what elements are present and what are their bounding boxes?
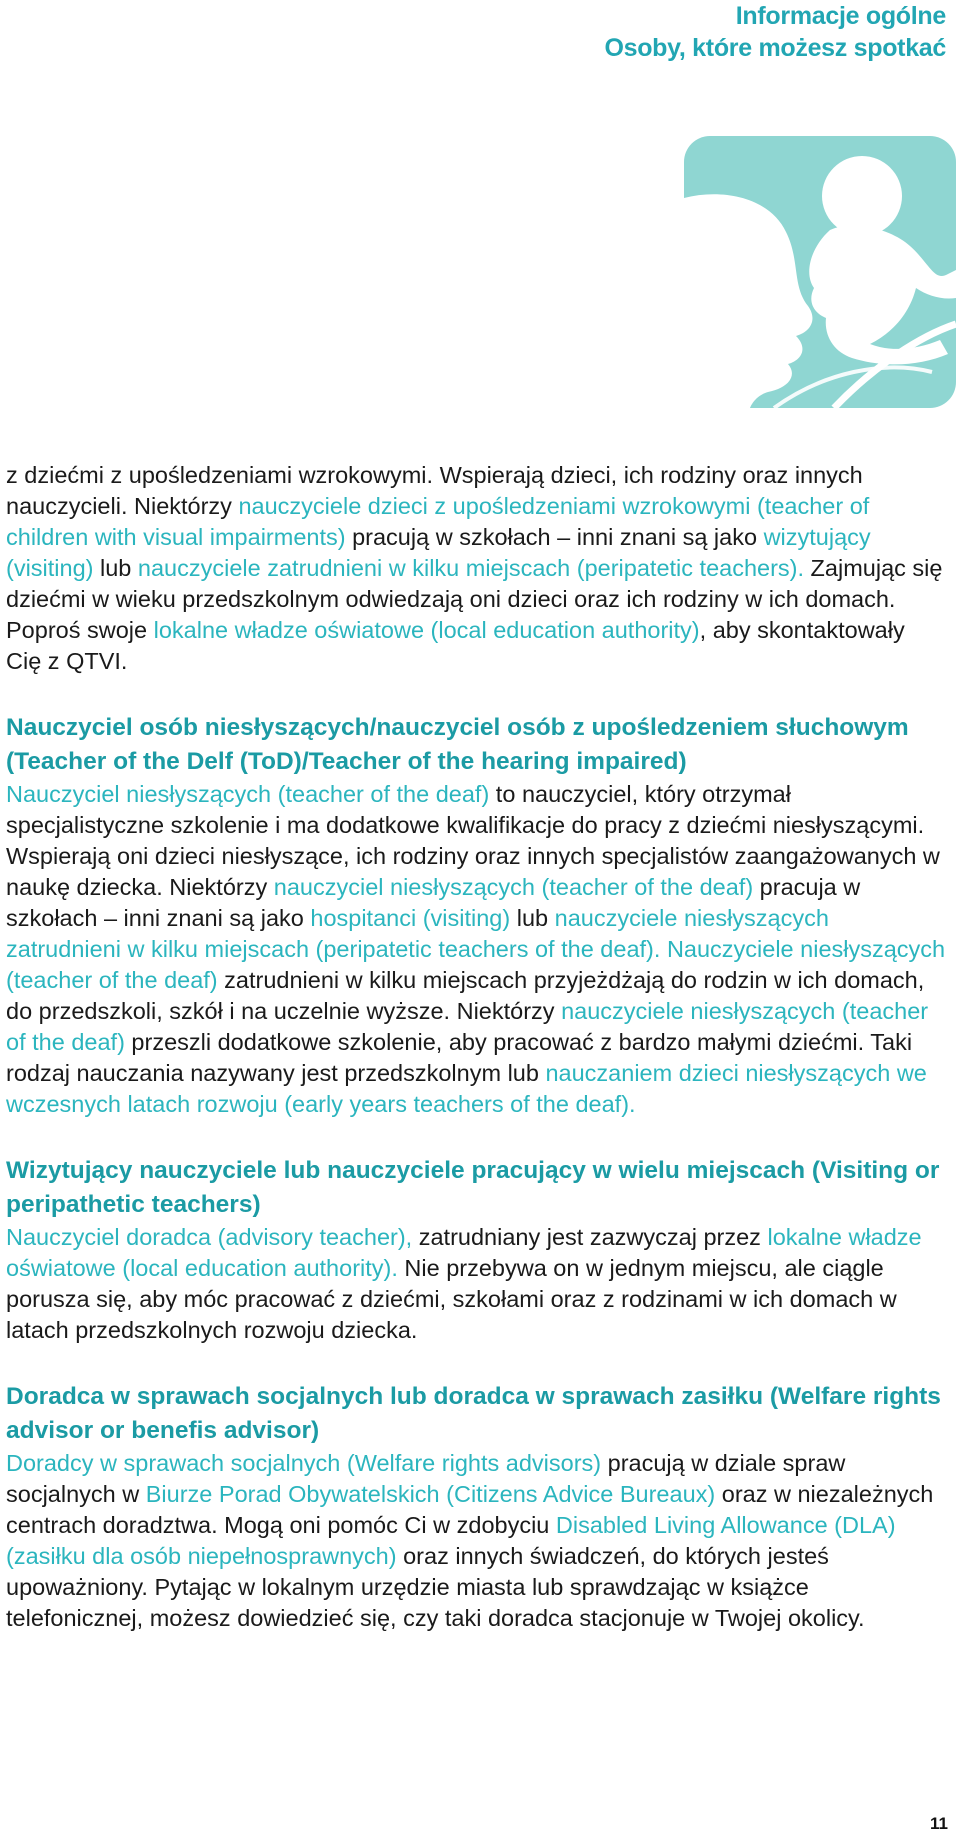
highlighted-term: nauczaniem dzieci niesłyszących we wczesnych latach rozwoju (early years teachers of the deaf). — [6, 1060, 927, 1117]
section — [6, 1154, 946, 1346]
highlighted-term: lokalne władze oświatowe (local education authority). — [6, 1224, 922, 1281]
paragraph-text: Nie przebywa on w jednym miejscu, ale ciągle porusza się, aby móc pracować z dziećmi, szkołami oraz z rodzinami w ich domach w latach przedszkolnych rozwoju dziecka. — [6, 1255, 897, 1343]
intro-paragraph — [6, 460, 946, 677]
highlighted-term: Biurze Porad Obywatelskich (Citizens Advice Bureaux) — [145, 1481, 716, 1507]
section — [6, 1380, 946, 1634]
paragraph-text: lub — [510, 905, 555, 931]
section-heading: Wizytujący nauczyciele lub nauczyciele pracujący w wielu miejscach (Visiting or peripathetic teachers) — [6, 1157, 940, 1218]
section-body — [6, 1448, 946, 1634]
highlighted-term: nauczyciele niesłyszących zatrudnieni w kilku miejscach (peripatetic teachers of the deaf). — [6, 905, 829, 962]
paragraph-text: to nauczyciel, który otrzymał specjalistyczne szkolenie i ma dodatkowe kwalifikacje do pracy z dziećmi niesłyszącymi. Wspierają oni dzieci niesłyszące, ich rodziny oraz innych specjalistów zaangażowanych w naukę dziecka. Niektórzy — [6, 781, 940, 900]
highlighted-term: nauczyciele zatrudnieni w kilku miejscach (peripatetic teachers). — [137, 555, 805, 581]
highlighted-term: hospitanci (visiting) — [310, 905, 511, 931]
paragraph-text: z dziećmi z upośledzeniami wzrokowymi. Wspierają dzieci, ich rodziny oraz innych nauczycieli. Niektórzy — [6, 462, 863, 519]
paragraph-text: zatrudnieni w kilku miejscach przyjeżdżają do rodzin w ich domach, do przedszkoli, szkół i na uczelnie wyższe. Niektórzy — [6, 967, 925, 1024]
main-content — [6, 460, 946, 1634]
paragraph-text: , aby skontaktowały Cię z QTVI. — [6, 617, 905, 674]
header-title: Informacje ogólne — [735, 2, 946, 30]
header-subtitle: Osoby, które możesz spotkać — [604, 34, 946, 62]
highlighted-term: nauczyciel niesłyszących (teacher of the deaf) — [273, 874, 754, 900]
page-header — [604, 0, 946, 64]
highlighted-term: nauczyciele dzieci z upośledzeniami wzrokowymi (teacher of children with visual impairments) — [6, 493, 870, 550]
paragraph-text: pracuja w szkołach – inni znani są jako — [6, 874, 861, 931]
paragraph-text: oraz w niezależnych centrach doradztwa. Mogą oni pomóc Ci w zdobyciu — [6, 1481, 934, 1538]
highlighted-term: lokalne władze oświatowe (local education authority) — [153, 617, 700, 643]
section-heading: Nauczyciel osób niesłyszących/nauczyciel osób z upośledzeniem słuchowym (Teacher of the Delf (ToD)/Teacher of the hearing impaired) — [6, 714, 909, 775]
paragraph-text: lub — [93, 555, 138, 581]
highlighted-term: Doradcy w sprawach socjalnych (Welfare rights advisors) — [6, 1450, 602, 1476]
highlighted-term: Nauczyciel doradca (advisory teacher), — [6, 1224, 413, 1250]
sections-container — [6, 711, 946, 1634]
mother-and-baby-silhouette-icon — [684, 136, 956, 408]
paragraph-text: zatrudniany jest zazwyczaj przez — [412, 1224, 768, 1250]
highlighted-term: Nauczyciele niesłyszących (teacher of the deaf) — [6, 936, 946, 993]
highlighted-term: Disabled Living Allowance (DLA) (zasiłku dla osób niepełnosprawnych) — [6, 1512, 896, 1569]
highlighted-term: Nauczyciel niesłyszących (teacher of the deaf) — [6, 781, 490, 807]
section-heading: Doradca w sprawach socjalnych lub doradca w sprawach zasiłku (Welfare rights advisor or benefis advisor) — [6, 1383, 941, 1444]
paragraph-text: przeszli dodatkowe szkolenie, aby pracować z bardzo małymi dziećmi. Taki rodzaj nauczania nazywany jest przedszkolnym lub — [6, 1029, 913, 1086]
section-body — [6, 779, 946, 1120]
highlighted-term: wizytujący (visiting) — [6, 524, 871, 581]
section — [6, 711, 946, 1120]
page-number: 11 — [930, 1814, 948, 1833]
highlighted-term: nauczyciele niesłyszących (teacher of the deaf) — [6, 998, 929, 1055]
paragraph-text: oraz innych świadczeń, do których jesteś upoważniony. Pytając w lokalnym urzędzie miasta lub sprawdzając w książce telefonicznej, możesz dowiedzieć się, czy taki doradca stacjonuje w Twojej okolicy. — [6, 1543, 865, 1631]
paragraph-text: pracują w dziale spraw socjalnych w — [6, 1450, 846, 1507]
section-body — [6, 1222, 946, 1346]
paragraph-text: pracują w szkołach – inni znani są jako — [345, 524, 764, 550]
paragraph-text: Zajmując się dziećmi w wieku przedszkolnym odwiedzają oni dzieci oraz ich rodziny w ich domach. Poproś swoje — [6, 555, 943, 643]
